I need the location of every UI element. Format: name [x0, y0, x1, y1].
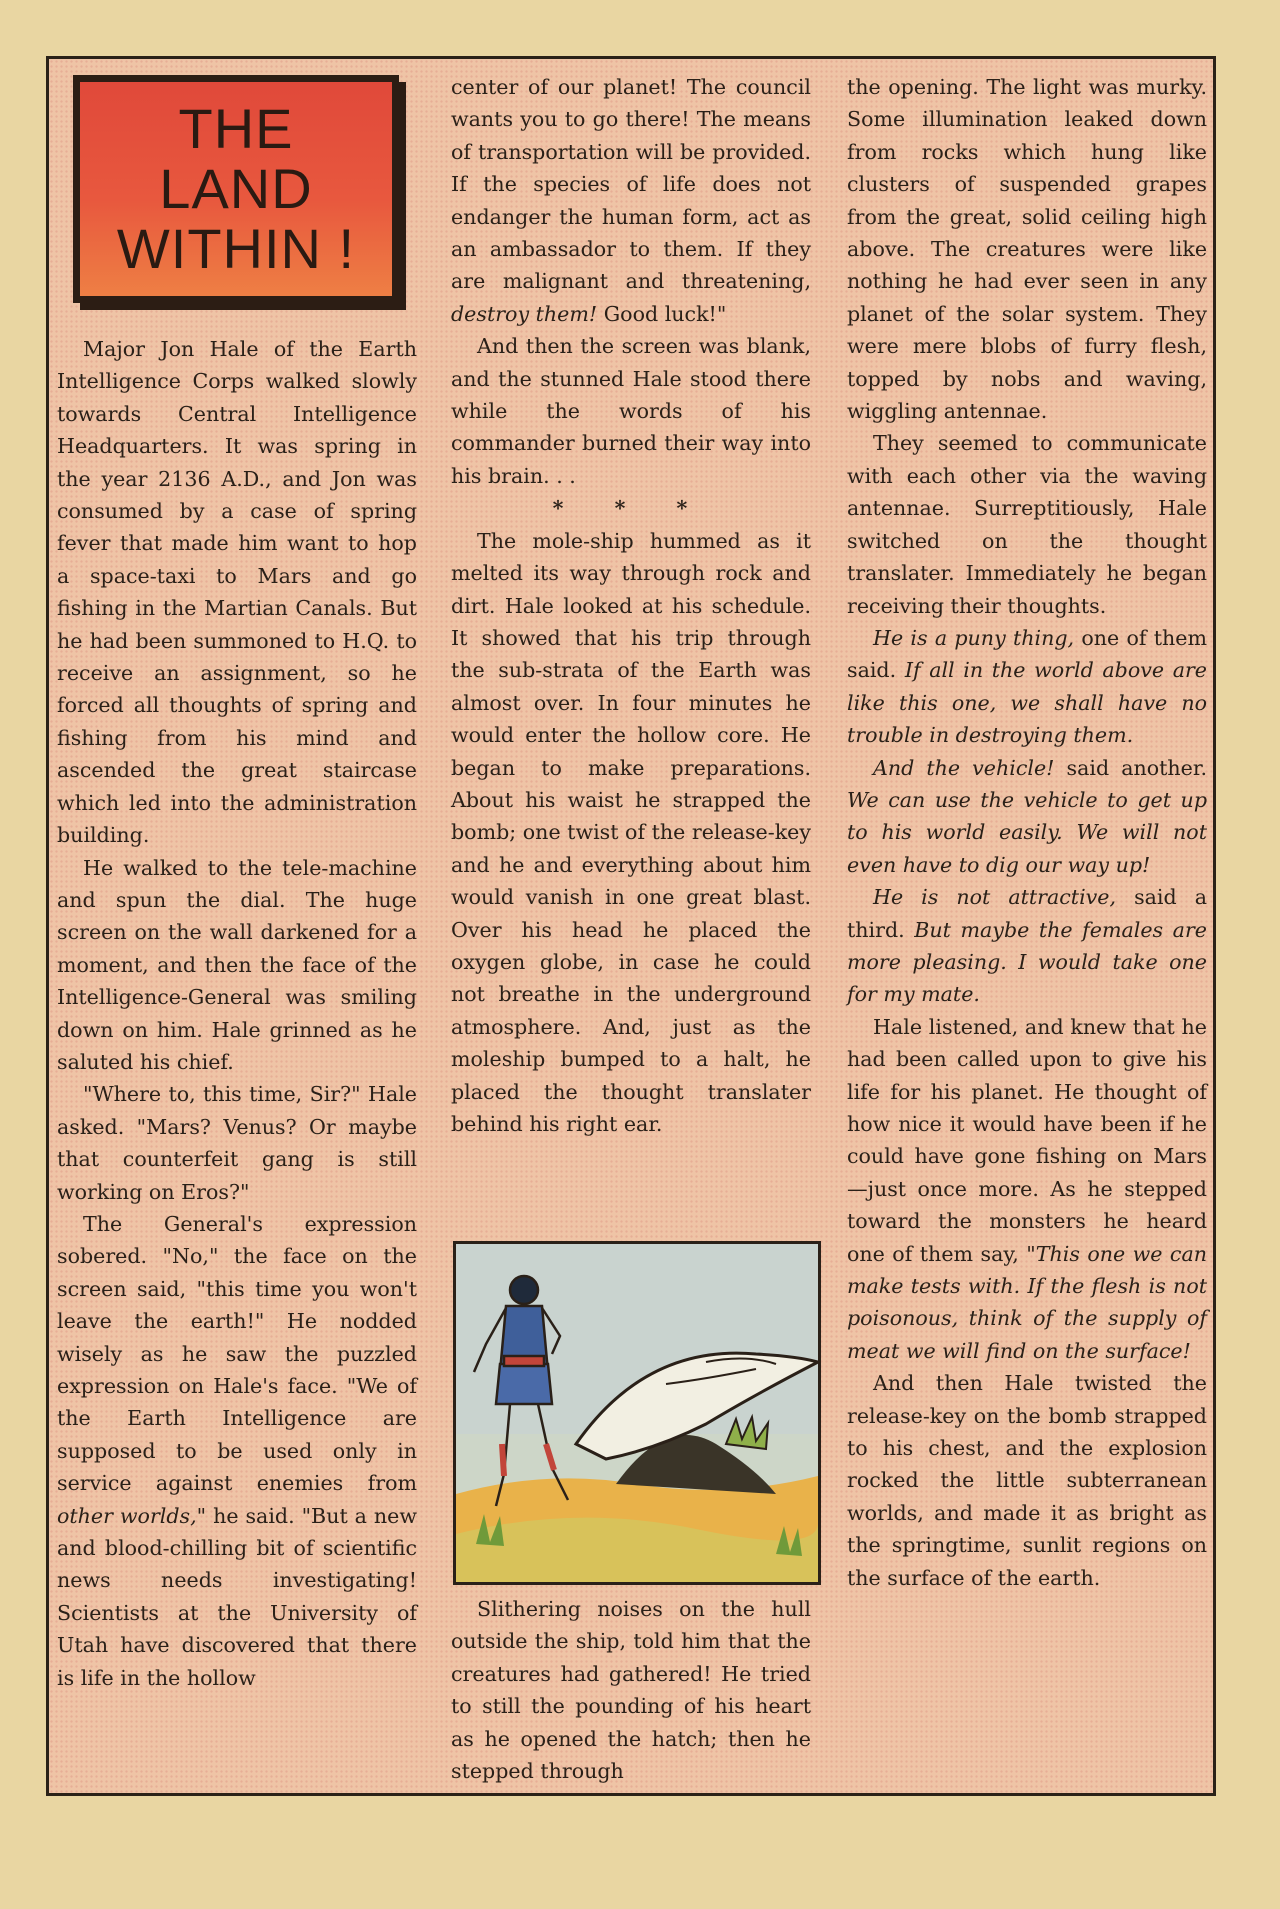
column-1 [57, 333, 417, 1694]
paragraph: Major Jon Hale of the Earth Intelligence Corps walked slowly towards Central Intelligence Headquarters. It was spring in the year 2136 A.D., and Jon was consumed by a case of spring fever that made him want to hop a space-taxi to Mars and go fishing in the Martian Canals. But he had been summoned to H.Q. to receive an assignment, so he forced all thoughts of spring and fishing from his mind and ascended the great staircase which led into the administration building. [57, 337, 417, 848]
story-illustration [453, 1241, 821, 1585]
paragraph [57, 1208, 417, 1694]
story-frame [46, 56, 1216, 1796]
paragraph: "Where to, this time, Sir?" Hale asked. "Mars? Venus? Or maybe that counterfeit gang is still working on Eros?" [57, 1082, 417, 1204]
story-title-box [73, 75, 399, 303]
title-line-2: LAND [159, 157, 313, 220]
paragraph: the opening. The light was murky. Some illumination leaked down from rocks which hung like clusters of suspended grapes from the great, solid ceiling high above. The creatures were like nothing he had ever seen in any planet of the solar system. They were mere blobs of furry flesh, topped by nobs and waving, wiggling antennae. [847, 75, 1207, 424]
paragraph: The mole-ship hummed as it melted its way through rock and dirt. Hale looked at his schedule. It showed that his trip through the sub-strata of the Earth was almost over. In four minutes he would enter the hollow core. He began to make preparations. About his waist he strapped the bomb; one twist of the release-key and he and everything about him would vanish in one great blast. Over his head he placed the oxygen globe, in case he could not breathe in the underground atmosphere. And, just as the moleship bumped to a halt, he placed the thought translater behind his right ear. [451, 528, 811, 1136]
paragraph [451, 71, 811, 330]
italic-run: If all in the world above are like this one, we shall have no trouble in destroying them. [847, 658, 1207, 748]
italic-run: other worlds, [57, 1503, 197, 1528]
paragraph: And then Hale twisted the release-key on the bomb strapped to his chest, and the explosion rocked the little subterranean worlds, and made it as bright as the springtime, sunlit regions on the surface of the earth. [847, 1371, 1207, 1590]
paragraph [847, 752, 1207, 882]
paragraph: He walked to the tele-machine and spun the dial. The huge screen on the wall darkened for a moment, and then the face of the Intelligence-General was smiling down on him. Hale grinned as he saluted his chief. [57, 855, 417, 1074]
text-run: one of them said. [847, 625, 1208, 683]
italic-run: He is not attractive, [873, 885, 1117, 910]
text-run: said another. [1066, 755, 1207, 780]
paragraph [847, 622, 1207, 752]
column-2 [451, 71, 811, 1140]
italic-run: "This one we can make tests with. If the flesh is not poisonous, think of the supply of meat we will find on the surface! [847, 1241, 1208, 1363]
text-run: The General's expression sobered. "No," the face on the screen said, "this time you won't leave the earth!" He nodded wisely as he saw the puzzled expression on Hale's face. "We of the Earth Intelligence are supposed to be used only in service against enemies from [57, 1211, 417, 1496]
italic-run: We can use the vehicle to get up to his world easily. We will not even have to dig our way up! [847, 787, 1207, 877]
paragraph [847, 881, 1207, 1011]
column-3 [847, 71, 1207, 1594]
italic-run: destroy them! [451, 301, 598, 326]
illustration-svg [456, 1244, 818, 1582]
text-run: Hale listened, and knew that he had been called upon to give his life for his planet. He thought of how nice it would have been if he could have gone fishing on Mars—just once more. As he stepped toward the monsters he heard one of them say, [847, 1014, 1207, 1266]
paragraph: They seemed to communicate with each other via the waving antennae. Surreptitiously, Hale switched on the thought translater. Immediately he began receiving their thoughts. [847, 431, 1207, 618]
text-run: Good luck!" [603, 301, 727, 326]
text-run: center of our planet! The council wants you to go there! The means of transportation will be provided. If the species of life does not endanger the human form, act as an ambassador to them. If they are malignant and threatening, [451, 75, 811, 294]
italic-run: But maybe the females are more pleasing. I would take one for my mate. [847, 917, 1207, 1007]
paragraph: Slithering noises on the hull outside the ship, told him that the creatures had gathered! He tried to still the pounding of his heart as he opened the hatch; then he stepped through [451, 1597, 811, 1784]
paragraph: And then the screen was blank, and the stunned Hale stood there while the words of his commander burned their way into his brain. . . [451, 334, 811, 488]
italic-run: And the vehicle! [873, 755, 1055, 780]
title-line-1: THE [178, 97, 294, 160]
italic-run: He is a puny thing, [873, 625, 1075, 650]
paragraph [847, 1011, 1207, 1367]
text-run: " he said. "But a new and blood-chilling bit of scientific news needs investigating! Scientists at the University of Utah have discovered that there is life in the hollow [57, 1503, 417, 1690]
section-separator: * * * [552, 496, 710, 521]
title-line-3: WITHIN ! [116, 217, 356, 280]
column-2-continued [451, 1593, 811, 1787]
text-run: said a third. [847, 885, 1207, 942]
